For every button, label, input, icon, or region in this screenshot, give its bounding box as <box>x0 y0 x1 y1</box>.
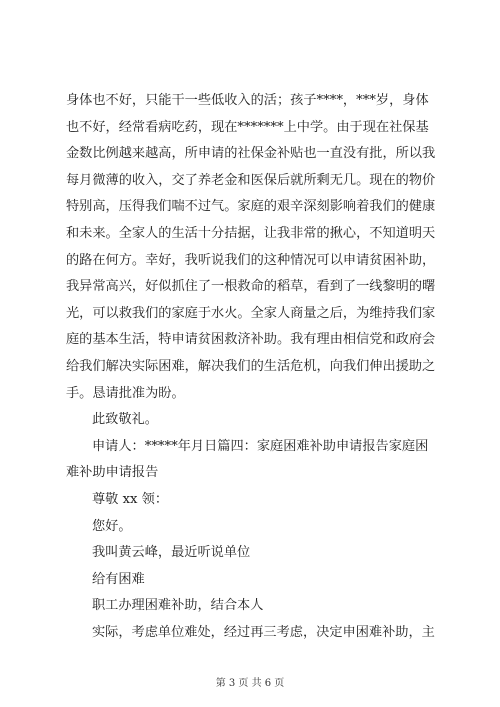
body-line: 庭的基本生活，特申请贫困救济补助。我有理由相信党和政府会 <box>66 332 436 348</box>
body-line: 职工办理困难补助，结合本人 <box>92 598 264 614</box>
body-line: 我异常高兴，好似抓住了一根救命的稻草，看到了一线黎明的曙 <box>66 279 436 295</box>
body-line: 手。恳请批准为盼。 <box>66 385 185 401</box>
body-line: 给我们解决实际困难，解决我们的生活危机，向我们伸出援助之 <box>66 358 436 374</box>
body-line: 实际，考虑单位难处，经过再三考虑，决定申困难补助，主 <box>92 624 435 640</box>
body-line: 身体也不好，只能干一些低收入的活；孩子****，***岁，身体 <box>66 93 429 108</box>
body-line: 也不好，经常看病吃药，现在*******上中学。由于现在社保基 <box>66 119 429 135</box>
body-line: 每月微薄的收入，交了养老金和医保后就所剩无几。现在的物价 <box>66 172 436 188</box>
body-line: 给有困难 <box>92 571 145 587</box>
closing-line: 此致敬礼。 <box>92 412 158 428</box>
body-line: 我叫黄云峰，最近听说单位 <box>92 545 251 561</box>
body-line: 特别高，压得我们喘不过气。家庭的艰辛深刻影响着我们的健康 <box>66 199 436 215</box>
greeting-line: 您好。 <box>92 518 132 534</box>
page-number-footer: 第 3 页 共 6 页 <box>215 678 285 689</box>
applicant-line: 申请人：*****年月日篇四：家庭困难补助申请报告家庭困 <box>92 438 429 454</box>
body-line: 难补助申请报告 <box>66 465 159 481</box>
body-line: 光，可以救我们的家庭于水火。全家人商量之后，为维持我们家 <box>66 305 436 321</box>
salutation-line: 尊敬 xx 领： <box>92 491 169 507</box>
document-body <box>66 88 442 646</box>
body-line: 和未来。全家人的生活十分拮据，让我非常的揪心，不知道明天 <box>66 225 436 241</box>
body-line: 的路在何方。幸好，我听说我们的这种情况可以申请贫困补助， <box>66 252 436 268</box>
body-line: 金数比例越来越高，所申请的社保金补贴也一直没有批，所以我 <box>66 146 436 162</box>
